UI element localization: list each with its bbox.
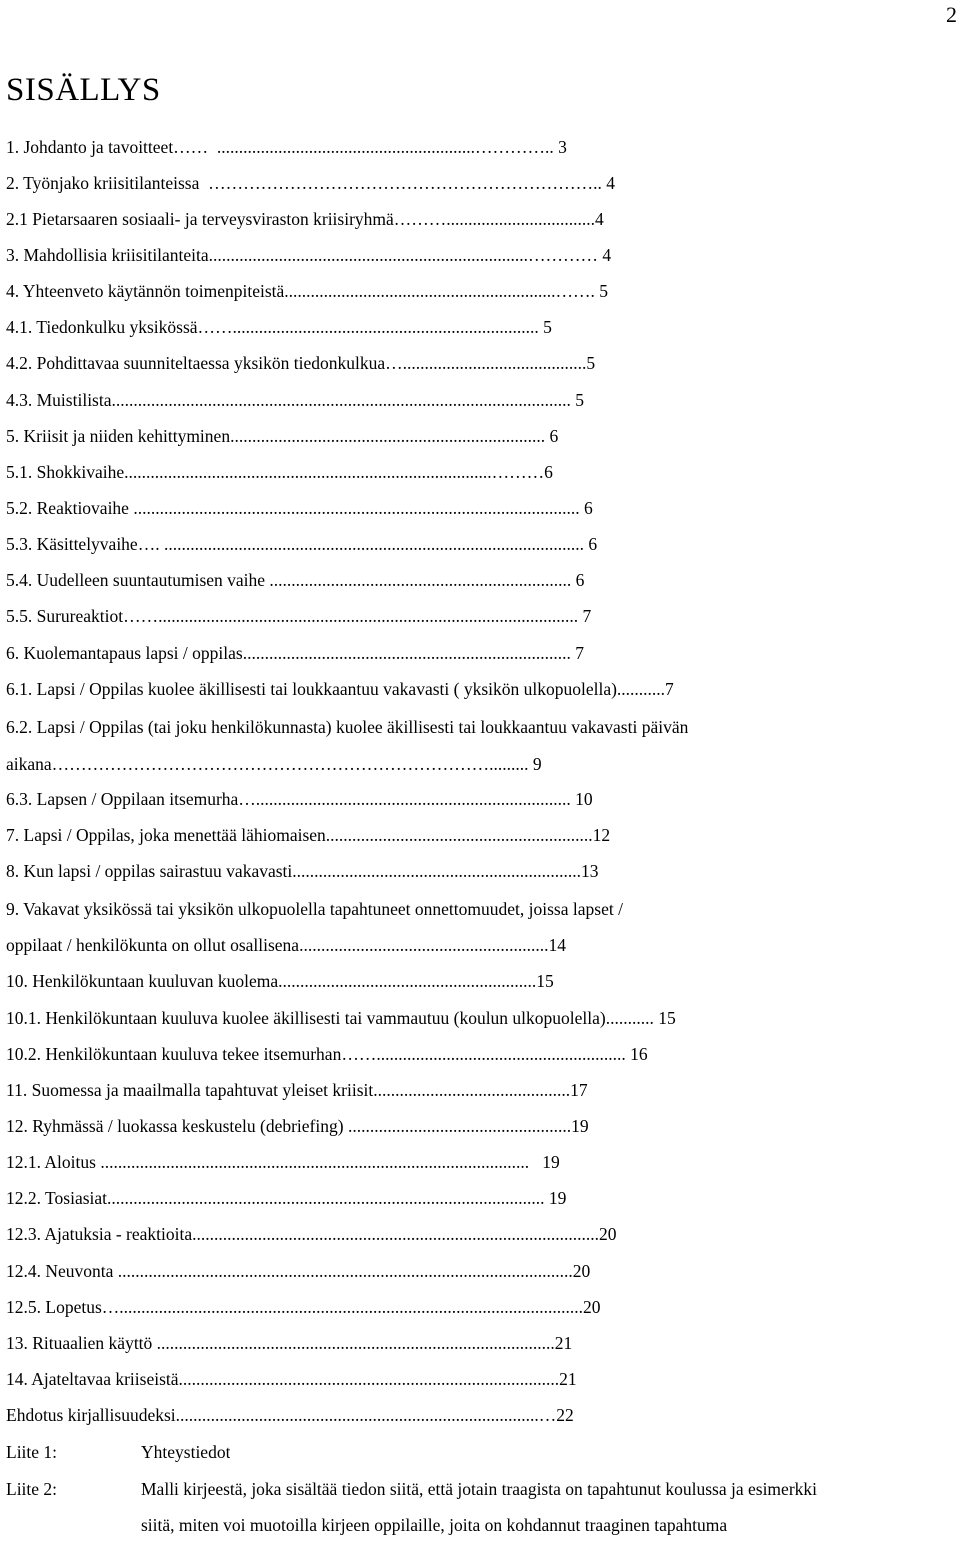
toc-entry: 6.3. Lapsen / Oppilaan itsemurha…........................................................................ 10 (6, 789, 593, 809)
toc-entry: 4.1. Tiedonkulku yksikössä……...................................................................... 5 (6, 317, 552, 337)
toc-entry: 5.3. Käsittelyvaihe…. ................................................................................................ 6 (6, 534, 598, 554)
toc-entry: 5.5. Surureaktiot……................................................................................................ 7 (6, 606, 592, 626)
toc-entry: 6.1. Lapsi / Oppilas kuolee äkillisesti tai loukkaantuu vakavasti ( yksikön ulkopuolella)...........7 (6, 679, 674, 699)
toc-entry: 5.2. Reaktiovaihe ...................................................................................................... 6 (6, 498, 593, 518)
toc-entry: 12. Ryhmässä / luokassa keskustelu (debriefing) ...................................................19 (6, 1116, 589, 1136)
toc-entry: 9. Vakavat yksikössä tai yksikön ulkopuolella tapahtuneet onnettomuudet, joissa lapset / (6, 899, 623, 919)
toc-entry: 8. Kun lapsi / oppilas sairastuu vakavasti..................................................................13 (6, 861, 599, 881)
toc-entry: 1. Johdanto ja tavoitteet…… ...........................................................………….. 3 (6, 137, 567, 157)
toc-entry: Ehdotus kirjallisuudeksi...................................................................................…22 (6, 1405, 574, 1425)
toc-entry: 12.3. Ajatuksia - reaktioita.............................................................................................20 (6, 1224, 617, 1244)
toc-entry: 14. Ajateltavaa kriiseistä.......................................................................................21 (6, 1369, 577, 1389)
toc-entry: 10.2. Henkilökuntaan kuuluva tekee itsemurhan……......................................................... 16 (6, 1044, 648, 1064)
toc-entry: 2.1 Pietarsaaren sosiaali- ja terveysviraston kriisiryhmä………..................................4 (6, 209, 604, 229)
toc-entry: 12.4. Neuvonta ........................................................................................................20 (6, 1261, 591, 1281)
appendix-label: Liite 1: (6, 1442, 58, 1462)
toc-entry: 12.5. Lopetus…..........................................................................................................20 (6, 1297, 601, 1317)
toc-entry: 5. Kriisit ja niiden kehittyminen........................................................................ 6 (6, 426, 559, 446)
toc-entry: 5.4. Uudelleen suuntautumisen vaihe ..................................................................... 6 (6, 570, 585, 590)
toc-entry: 10. Henkilökuntaan kuuluvan kuolema...........................................................15 (6, 971, 554, 991)
toc-entry: 12.2. Tosiasiat.................................................................................................... 19 (6, 1188, 567, 1208)
page-number: 2 (946, 2, 957, 27)
toc-entry: 13. Rituaalien käyttö ...........................................................................................21 (6, 1333, 573, 1353)
toc-entry: oppilaat / henkilökunta on ollut osallisena.........................................................14 (6, 935, 566, 955)
toc-entry: 6.2. Lapsi / Oppilas (tai joku henkilökunnasta) kuolee äkillisesti tai loukkaantuu vakavasti päivän (6, 717, 689, 737)
toc-entry: 5.1. Shokkivaihe....................................................................................………6 (6, 462, 553, 482)
appendix-label: Liite 2: (6, 1479, 58, 1499)
toc-entry: 7. Lapsi / Oppilas, joka menettää lähiomaisen.............................................................12 (6, 825, 611, 845)
toc-entry: 6. Kuolemantapaus lapsi / oppilas........................................................................... 7 (6, 643, 584, 663)
page-title: SISÄLLYS (6, 72, 161, 108)
appendix-text: Yhteystiedot (141, 1442, 231, 1462)
toc-entry: 4.2. Pohdittavaa suunniteltaessa yksikön tiedonkulkua…..........................................5 (6, 353, 596, 373)
toc-entry: 3. Mahdollisia kriisitilanteita.........................................................................………… 4 (6, 245, 612, 265)
toc-entry: 4. Yhteenveto käytännön toimenpiteistä..............................................................……. 5 (6, 281, 609, 301)
toc-entry: 2. Työnjako kriisitilanteissa ………………………………………………………….. 4 (6, 173, 615, 193)
toc-entry: 4.3. Muistilista......................................................................................................... 5 (6, 390, 584, 410)
appendix-text: siitä, miten voi muotoilla kirjeen oppilaille, joita on kohdannut traaginen tapahtuma (141, 1515, 728, 1535)
toc-entry: 11. Suomessa ja maailmalla tapahtuvat yleiset kriisit.............................................17 (6, 1080, 588, 1100)
toc-entry: 12.1. Aloitus .................................................................................................. 19 (6, 1152, 560, 1172)
toc-entry: 10.1. Henkilökuntaan kuuluva kuolee äkillisesti tai vammautuu (koulun ulkopuolella)........... 15 (6, 1008, 676, 1028)
appendix-text: Malli kirjeestä, joka sisältää tiedon siitä, että jotain traagista on tapahtunut koulussa ja esimerkki (141, 1479, 818, 1499)
toc-entry: aikana…………………………………………………………………......... 9 (6, 754, 542, 774)
